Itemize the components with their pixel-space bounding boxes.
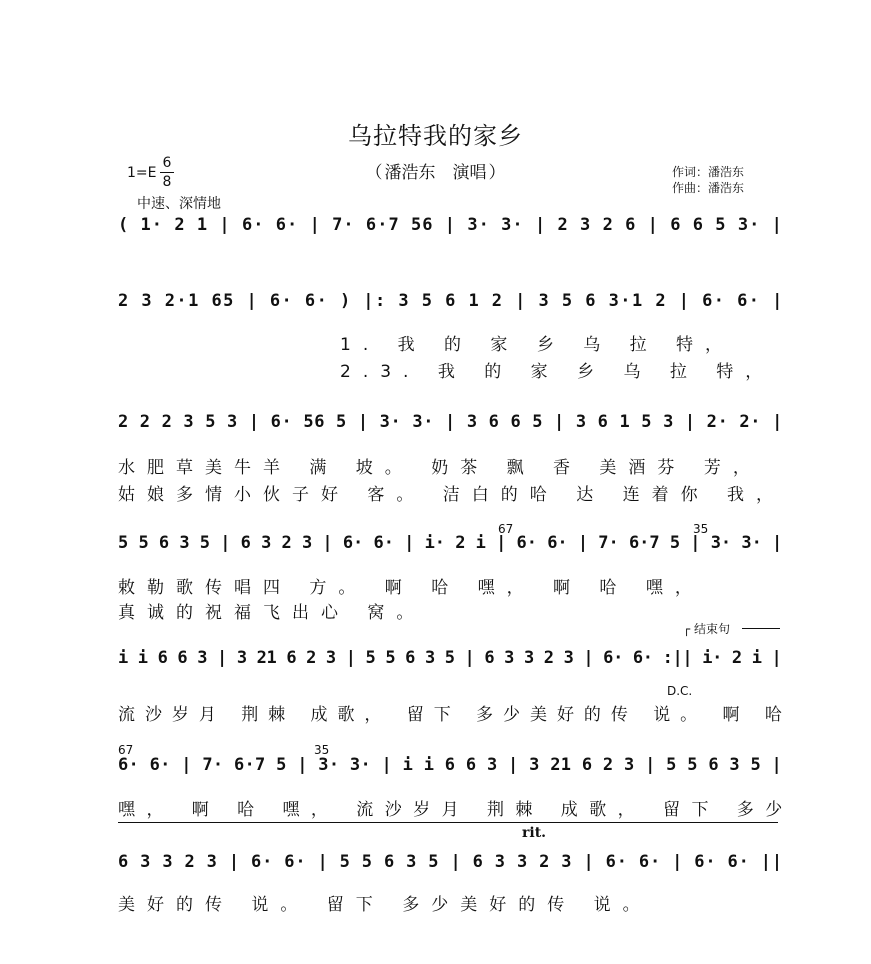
lyric-row-4-verse-1: 敕勒歌传唱四 方。 啊 哈 嘿， 啊 哈 嘿， — [118, 578, 704, 598]
lyric-row-6: 嘿， 啊 哈 嘿， 流沙岁月 荆棘 成歌， 留下 多少 — [118, 800, 794, 820]
lyric-row-3-verse-1: 水肥草美牛羊 满 坡。 奶茶 飘 香 美酒芬 芳， — [118, 458, 762, 478]
lyric-row-4-verse-2: 真诚的祝福飞出心 窝。 — [118, 603, 426, 623]
grace-note-2: 35 — [693, 522, 709, 536]
coda-rule — [118, 822, 778, 823]
notation-row-7: 6 3 3 2 3 | 6· 6· | 5 5 6 3 5 | 6 3 3 2 3 | 6· 6· | 6· 6· || — [118, 852, 783, 872]
composer: 作曲：潘浩东 — [672, 181, 745, 195]
meter-bottom: 8 — [162, 174, 172, 190]
lyric-row-2-verse-2: 2.3. 我 的 家 乡 乌 拉 特， — [340, 362, 775, 382]
notation-row-1: ( 1· 2 1 | 6· 6· | 7· 6·7 56 | 3· 3· | 2 3 2 6 | 6 6 5 3· | — [118, 215, 783, 235]
ending-bracket — [742, 628, 780, 629]
tempo-marking: 中速、深情地 — [137, 196, 221, 212]
notation-row-6: 6· 6· | 7· 6·7 5 | 3· 3· | i i 6 6 3 | 3 21 6 2 3 | 5 5 6 3 5 | — [118, 755, 783, 775]
ending-label: 结束句 — [694, 622, 731, 636]
performer-name: 潘浩东 演唱 — [384, 163, 487, 183]
dc-marking: D.C. — [667, 684, 693, 698]
ritardando-marking: rit. — [522, 825, 547, 841]
meter-top: 6 — [162, 155, 172, 171]
song-title: 乌拉特我的家乡 — [348, 122, 523, 150]
ending-marker: ┌ 结束句 — [683, 622, 731, 636]
key-signature: 1=E — [127, 165, 157, 181]
lyricist: 作词：潘浩东 — [672, 165, 745, 179]
notation-row-5: i i 6 6 3 | 3 21 6 2 3 | 5 5 6 3 5 | 6 3 3 2 3 | 6· 6· :|| i· 2 i | — [118, 648, 782, 668]
grace-note-3: 67 — [118, 743, 134, 757]
grace-note-4: 35 — [314, 743, 330, 757]
time-signature — [160, 155, 174, 190]
lyric-row-2-verse-1: 1. 我 的 家 乡 乌 拉 特， — [340, 335, 735, 355]
credits — [672, 164, 744, 196]
performer-subtitle: （ 潘浩东 演唱 ） — [365, 163, 506, 183]
grace-note-1: 67 — [498, 522, 514, 536]
notation-row-3: 2 2 2 3 5 3 | 6· 56 5 | 3· 3· | 3 6 6 5 | 3 6 1 5 3 | 2· 2· | — [118, 412, 783, 432]
lyric-row-7: 美好的传 说。 留下 多少美好的传 说。 — [118, 895, 652, 915]
notation-row-2: 2 3 2·1 65 | 6· 6· ) |: 3 5 6 1 2 | 3 5 6 3·1 2 | 6· 6· | — [118, 291, 784, 311]
lyric-row-5: 流沙岁月 荆棘 成歌， 留下 多少美好的传 说。 啊 哈 — [118, 705, 792, 725]
notation-row-4: 5 5 6 3 5 | 6 3 2 3 | 6· 6· | i· 2 i | 6· 6· | 7· 6·7 5 | 3· 3· | — [118, 533, 783, 553]
lyric-row-3-verse-2: 姑娘多情小伙子好 客。 洁白的哈 达 连着你 我， — [118, 485, 786, 505]
